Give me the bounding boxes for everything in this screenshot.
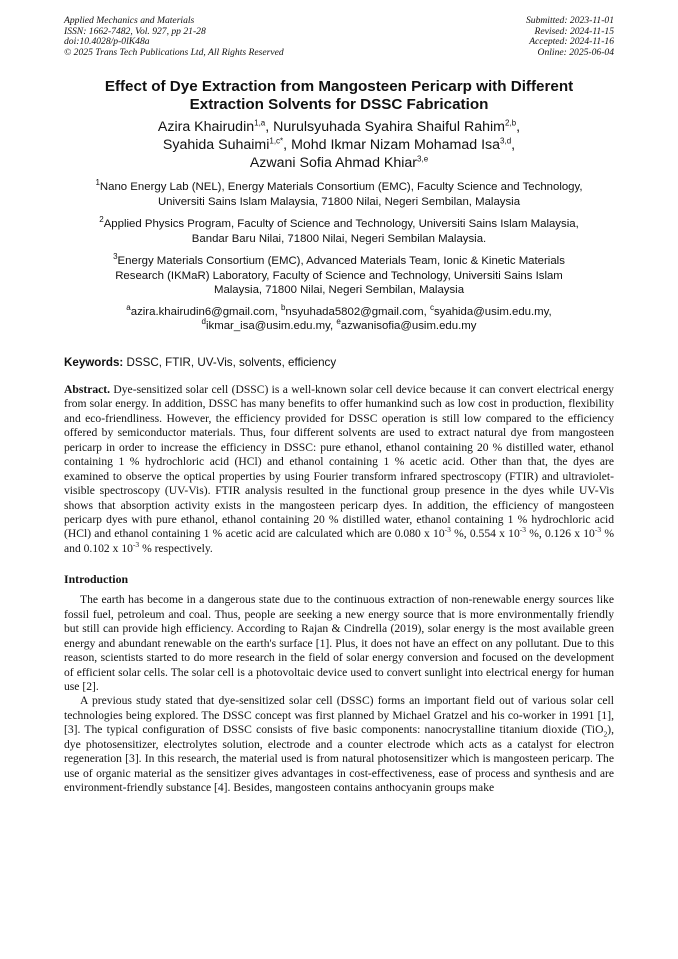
author-name: Nurulsyuhada Syahira Shaiful Rahim [273, 119, 505, 136]
abstract-text: % and 0.102 x 10 [64, 527, 614, 555]
online-date: Online: 2025-06-04 [537, 46, 614, 58]
keywords-text: DSSC, FTIR, UV-Vis, solvents, efficiency [126, 355, 337, 369]
author-affiliation-mark: 1,c* [269, 136, 284, 146]
affiliation-text: Bandar Baru Nilai, 71800 Nilai, Negeri Sembilan Malaysia. [191, 232, 487, 245]
paragraph-text: A previous study stated that dye-sensitized solar cell (DSSC) forms an important field out of various solar cell technologies being explored. The DSSC concept was first planned by Michael Gratzel and his co-worker in 1991 [1], [3]. The typical configuration of DSSC consists of five basic components: nanocrystalline titanium dioxide (TiO [64, 694, 614, 737]
email-link[interactable]: nsyuhada5802@gmail.com, [285, 305, 427, 318]
author-name: Azwani Sofia Ahmad Khiar [249, 155, 418, 172]
journal-header [64, 16, 614, 58]
email-mark: a [126, 303, 131, 313]
keywords-label: Keywords: [64, 355, 124, 369]
title-line-2: Extraction Solvents for DSSC Fabrication [189, 96, 489, 114]
email-mark: b [280, 303, 286, 313]
affiliation-3 [64, 254, 614, 298]
author-name: Syahida Suhaimi [162, 137, 270, 154]
abstract-text: %, 0.126 x 10 [526, 527, 595, 541]
journal-info [64, 16, 284, 58]
subscript: 2 [603, 729, 608, 739]
affiliation-number: 3 [113, 252, 118, 262]
section-heading-introduction: Introduction [64, 572, 129, 587]
accepted-date: Accepted: 2024-11-16 [529, 36, 614, 48]
author-name: Azira Khairudin [157, 119, 255, 136]
abstract [64, 383, 614, 556]
author-emails [64, 305, 614, 334]
exponent: -3 [594, 525, 602, 535]
affiliation-1 [64, 180, 614, 209]
author-affiliation-mark: 3,d [500, 136, 512, 146]
affiliation-text: Universiti Sains Islam Malaysia, 71800 Nilai, Negeri Sembilan, Malaysia [157, 195, 521, 208]
author-name: Mohd Ikmar Nizam Mohamad Isa [291, 137, 501, 154]
affiliation-number: 2 [99, 215, 104, 225]
paper-title [64, 78, 614, 114]
email-mark: c [429, 303, 434, 313]
paragraph-text: ), dye photosensitizer, electrolytes solution, electrode and a counter electrode which acts as a catalyst for electron regeneration [3]. In this research, the material used is from natural photosensitizer which is mangosteen pericarp. The use of organic material as the sensitizer gives advantages in cost-effectiveness, ease of process and synthesis and are environment-friendly substance [4]. Besides, mangosteen contains anthocyanin groups make [64, 723, 614, 795]
exponent: -3 [132, 540, 140, 549]
keywords [64, 355, 614, 370]
introduction-paragraph-1: The earth has become in a dangerous state due to the continuous extraction of non-renewable energy sources like fossil fuel, petroleum and coal. Thus, people are seeking a new energy source that is more environmentally friendly but still can provide high efficiency. According to Rajan & Cindrella (2019), solar energy is the most available green energy and abundant renewable on the earth's surface [1]. Plus, it does not have an effect on any pollutant. Due to this reason, scientists started to do more research in the field of solar energy conversion and focused on the development of efficient solar cells. The solar cell is a photovoltaic device used to convert sunlight into electrical energy for human use [2]. [64, 593, 614, 694]
submitted-date: Submitted: 2023-11-01 [525, 15, 614, 26]
affiliation-2 [64, 217, 614, 246]
affiliation-text: Nano Energy Lab (NEL), Energy Materials Consortium (EMC), Faculty Science and Technology, [99, 181, 583, 194]
journal-issn: ISSN: 1662-7482, Vol. 927, pp 21-28 [64, 25, 206, 37]
abstract-label: Abstract. [64, 382, 111, 396]
email-link[interactable]: ikmar_isa@usim.edu.my, [205, 320, 334, 333]
affiliation-text: Research (IKMaR) Laboratory, Faculty of Science and Technology, Universiti Sains Islam [115, 269, 563, 282]
affiliation-text: Malaysia, 71800 Nilai, Negeri Sembilan, Malaysia [213, 284, 465, 297]
abstract-text: Dye-sensitized solar cell (DSSC) is a well-known solar cell device because it can convert electrical energy from solar energy. In addition, DSSC has many benefits to offer humankind such as low cost in production, flexibility and eco-friendliness. However, the efficiency provided for DSSC operation is still low compared to the efficiency offered by semiconductor materials. Thus, four different solvents are used to extract natural dye from mangosteen pericarp in order to increase the efficiency in DSSC: pure ethanol, ethanol containing 20 % distilled water, ethanol containing 1 % hydrochloric acid (HCl) and ethanol containing 1 % acetic acid. Other than that, the dyes are examined to observe the optical properties by using Fourier transform infrared spectroscopy (FTIR) and ultraviolet-visible spectroscopy (UV-Vis). FTIR analysis resulted in the functional group presence in the dyes while UV-Vis shows that absorption activity exists in the mangosteen pericarp dyes. In addition, the efficiency of mangosteen pericarp dyes with pure ethanol, ethanol containing 20 % distilled water, ethanol containing 1 % hydrochloric acid (HCl) and ethanol containing 1 % acetic acid are calculated which are 0.080 x 10 [64, 382, 614, 541]
affiliation-text: Applied Physics Program, Faculty of Science and Technology, Universiti Sains Islam Malaysia, [103, 218, 579, 231]
email-mark: d [201, 317, 206, 327]
journal-doi[interactable]: doi:10.4028/p-0lK48a [64, 36, 150, 48]
affiliation-text: Energy Materials Consortium (EMC), Advanced Materials Team, Ionic & Kinetic Materials [117, 255, 565, 268]
email-link[interactable]: azira.khairudin6@gmail.com, [130, 305, 278, 318]
abstract-text: %, 0.554 x 10 [450, 527, 520, 541]
author-affiliation-mark: 1,a [254, 118, 266, 128]
title-line-1: Effect of Dye Extraction from Mangosteen Pericarp with Different [104, 78, 574, 96]
email-link[interactable]: syahida@usim.edu.my, [433, 305, 552, 318]
email-mark: e [336, 317, 341, 327]
revised-date: Revised: 2024-11-15 [534, 25, 614, 37]
abstract-text: % respectively. [139, 541, 213, 555]
article-dates [526, 16, 614, 58]
author-affiliation-mark: 2,b [505, 118, 517, 128]
exponent: -3 [444, 525, 451, 535]
introduction-paragraph-2 [64, 694, 614, 795]
journal-copyright: © 2025 Trans Tech Publications Ltd, All Rights Reserved [64, 46, 284, 58]
author-list: Azira Khairudin$^{1,a}$, Nurulsyuhada Syahira Shaiful Rahim$^{2,b}$, Syahida Suhaimi$^{1,c*}$, Mohd Ikmar Nizam Mohamad Isa$^{3,d}$, Azwani Sofia Ahmad Khiar$^{3,e}$ [157, 118, 521, 172]
exponent: -3 [519, 525, 526, 535]
journal-name: Applied Mechanics and Materials [64, 15, 195, 26]
author-affiliation-mark: 3,e [417, 154, 429, 164]
affiliation-number: 1 [95, 178, 100, 188]
email-link[interactable]: azwanisofia@usim.edu.my [340, 320, 477, 333]
